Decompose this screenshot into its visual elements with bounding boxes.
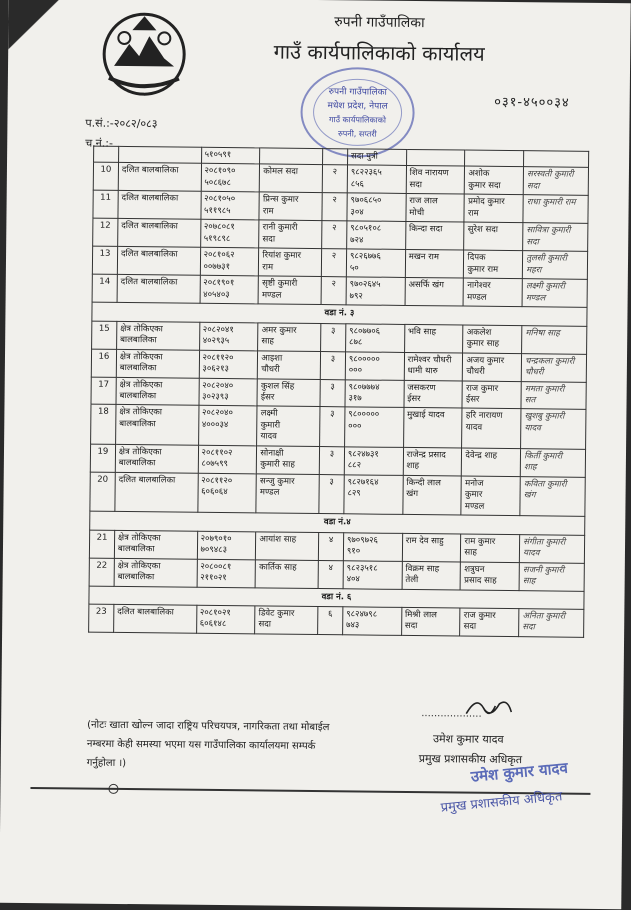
cell-grandmother: अनिता कुमारी सदा <box>519 609 584 638</box>
cell-ward: २ <box>322 165 347 193</box>
cell-father: शिव नारायण सदा <box>406 166 465 195</box>
cell-id: २०७८०८१ ५१९८९८ <box>200 220 259 249</box>
cell-father: राम देव साहु <box>402 533 461 562</box>
cell-grandfather: राज कुमार सदा <box>460 608 519 637</box>
cell-grandmother: सावित्रा कुमारी सदा <box>523 223 588 252</box>
phone-number: ०३१-४५००३४ <box>494 94 570 111</box>
stamp-line-3: गाउँ कार्यपालिकाको <box>328 115 386 125</box>
cell-phone: ९८०७७७४ ३१७ <box>345 379 404 408</box>
cell-serial: 21 <box>89 530 114 558</box>
cell-id: २०८२०४० ४०००३४ <box>198 406 257 446</box>
cell-grandfather: मनोज कुमार मण्डल <box>461 476 520 516</box>
cell-serial: 11 <box>93 191 118 219</box>
cell-category: क्षेत्र तोकिएका बालबालिका <box>115 444 198 473</box>
signature-dots: ................... <box>421 708 482 720</box>
cell-name: सृष्टी कुमारी मण्डल <box>258 276 321 305</box>
cell-id: २०८११०२ ८०७५९९ <box>198 445 257 474</box>
cell-id: २०८१०५० ५११९८५ <box>200 192 259 221</box>
office-name: गाउँ कार्यपालिकाको कार्यालय <box>273 39 485 66</box>
cell-serial: 17 <box>91 377 116 405</box>
cell-ward: ४ <box>318 560 343 588</box>
cell-category: दलित बालबालिका <box>115 472 198 512</box>
signatory-title: प्रमुख प्रशासकीय अधिकृत <box>418 752 523 767</box>
cell-phone: ९८२४७९८ ७४३ <box>343 607 402 636</box>
cell-name: आइशा चौधरी <box>258 350 321 379</box>
cell-grandfather: अजय कुमार चौधरी <box>463 353 522 382</box>
cell-phone: ९८२२३६५ ८५६ <box>347 165 406 194</box>
cell-name: कार्तिक साह <box>255 559 318 588</box>
cell-serial: 15 <box>92 321 117 349</box>
cell-grandmother: मनिषा साह <box>522 325 587 354</box>
cell-serial: 13 <box>92 246 117 274</box>
table-row <box>90 472 585 517</box>
cell-grandfather: देवेन्द्र शाह <box>462 448 521 477</box>
cell-ward: २ <box>321 277 346 305</box>
municipality-name: रुपनी गाउँपालिका <box>334 14 425 32</box>
cell-name: रानी कुमारी सदा <box>259 220 322 249</box>
cell-category: क्षेत्र तोकिएका बालबालिका <box>114 530 197 559</box>
cell-grandfather: दिपक कुमार राम <box>464 250 523 279</box>
handwritten-signature <box>461 694 521 723</box>
cell-father: मिश्री लाल सदा <box>401 607 460 636</box>
cell-phone: ९७०९७२६ ९१० <box>343 532 402 561</box>
cell-father: विक्रम साह तेली <box>402 561 461 590</box>
table-row <box>91 405 586 450</box>
cell-name: अमर कुमार साह <box>258 323 321 352</box>
cell-serial: 16 <box>91 349 116 377</box>
cell-father: किन्दा सदा <box>405 222 464 251</box>
cell-grandmother: खुशबु कुमारी यादव <box>521 409 586 449</box>
cell-category: क्षेत्र तोकिएका बालबालिका <box>116 377 199 406</box>
cell-category: दलित बालबालिका <box>118 191 201 220</box>
cell-phone: ९७०६८५० ३०४ <box>347 193 406 222</box>
cell-grandmother: लक्ष्मी कुमारी मण्डल <box>522 279 587 308</box>
cell-phone: ९८२३५१८ ४०४ <box>343 560 402 589</box>
cell-ward: २ <box>322 193 347 221</box>
table-row <box>89 604 584 637</box>
ward-label: वडा नं.४ <box>90 511 585 535</box>
cell-grandmother: कविता कुमारी खंग <box>520 476 585 516</box>
cell-father: रामेश्वर चौधरी धामी थारु <box>404 352 463 381</box>
cell-serial: 12 <box>93 219 118 247</box>
cell-serial: 19 <box>90 444 115 472</box>
cell-grandfather: हरि नारायण यादव <box>462 408 521 448</box>
cell-name: आयांश साह <box>256 532 319 561</box>
cell-serial: 14 <box>92 274 117 302</box>
cell-category: दलित बालबालिका <box>118 163 201 192</box>
cell-father: मखन राम <box>405 250 464 279</box>
cell-name: सन्जु कुमार मण्डल <box>256 474 319 514</box>
cell-id: २०८००८१ २११०२१ <box>197 559 256 588</box>
cell-ward: ३ <box>320 407 345 447</box>
cell-serial: 10 <box>93 163 118 191</box>
cell-id: २०७९०१० ७०९४८३ <box>197 531 256 560</box>
cell-name: प्रिन्स कुमार राम <box>259 192 322 221</box>
cell-category: क्षेत्र तोकिएका बालबालिका <box>116 405 199 445</box>
cell-grandfather: अशोक कुमार सदा <box>465 167 524 196</box>
cell-ward: २ <box>321 249 346 277</box>
cell-grandmother: राधा कुमारी राम <box>523 195 588 224</box>
cell-grandfather: प्रमोद कुमार राम <box>464 194 523 223</box>
cell-grandfather: राम कुमार साह <box>461 534 520 563</box>
cell-phone: ९८०५१०८ ७२४ <box>347 221 406 250</box>
scan-shadow <box>8 0 69 67</box>
cell-name: सोनाक्षी कुमारी साह <box>257 446 320 475</box>
cell-phone: ९८२६७७६ ५० <box>346 249 405 278</box>
cell-name: कुशल सिंह ईसर <box>257 378 320 407</box>
dispatch-number: च.नं.:- <box>85 136 114 150</box>
cell-ward: ३ <box>320 351 345 379</box>
cell-id: २०८२०४० ३०२३९३ <box>199 378 258 407</box>
cell-phone: ९८२४७३१ ८८२ <box>344 447 403 476</box>
cell-serial: 20 <box>90 472 115 512</box>
cell-phone: ९८०७७०६ ८७८ <box>345 323 404 352</box>
ink-blot <box>108 784 118 794</box>
cell-father: राज लाल मोची <box>406 194 465 223</box>
cell-category: क्षेत्र तोकिएका बालबालिका <box>114 558 197 587</box>
cell-id: २०८१०२१ ६०६१४८ <box>196 605 255 634</box>
cell-id: २०८१९०१ ४०५४०३ <box>200 276 259 305</box>
cell-father: मुखाई यादव <box>403 408 462 448</box>
cell-ward: ४ <box>318 532 343 560</box>
cell-grandmother: किर्ती कुमारी शाह <box>520 448 585 477</box>
cell-grandfather: सुरेश सदा <box>464 222 523 251</box>
cell-grandmother: ममता कुमारी सत <box>521 381 586 410</box>
cell-grandmother: चन्द्रकला कुमारी चौधरी <box>521 353 586 382</box>
cell-grandfather: शत्रुघन प्रसाद साह <box>461 562 520 591</box>
cell-father: किन्दी लाल खंग <box>403 475 462 515</box>
footer-note: (नोटः खाता खोल्न जादा राष्ट्रिय परिचयपत्र, नागरिकता तथा मोबाईल नम्बरमा केही समस्या भएमा यस गाउँपालिका कार्यालयमा सम्पर्क गर्नुहोला ।) <box>86 719 330 770</box>
cell-father: राजेन्द्र प्रसाद शाह <box>403 447 462 476</box>
cell-grandfather: अकलेश कुमार साह <box>463 325 522 354</box>
cell-father: भवि साह <box>404 324 463 353</box>
cell-serial: 22 <box>89 558 114 586</box>
ward-label: वडा नं. ३ <box>92 302 587 326</box>
cell-id: ५१०५९१ <box>201 147 260 164</box>
cell-ward: २ <box>322 221 347 249</box>
cell-father: जसकरण ईसर <box>404 380 463 409</box>
cell-serial: 23 <box>89 604 114 632</box>
cell-ward: ३ <box>319 446 344 474</box>
cell-name: डिवेट कुमार सदा <box>255 606 318 635</box>
cell-ward: ३ <box>321 323 346 351</box>
cell-grandmother: तुलसी कुमारी महरा <box>523 251 588 280</box>
cell-name: लक्ष्मी कुमारी यादव <box>257 406 320 446</box>
cell-name: कोमल सदा <box>260 164 323 193</box>
beneficiary-table <box>88 146 589 638</box>
cell-grandmother: सजनी कुमारी साह <box>519 562 584 591</box>
name-stamp: उमेश कुमार यादव <box>470 758 569 786</box>
cell-category: दलित बालबालिका <box>117 275 200 304</box>
cell-grandfather: नागेश्वर मण्डल <box>464 278 523 307</box>
cell-name: रियांश कुमार राम <box>259 248 322 277</box>
title-stamp: प्रमुख प्रशासकीय अधिकृत <box>440 789 563 816</box>
reference-number: प.सं.:-२०८२/०८३ <box>85 116 158 131</box>
cell-grandmother: सरस्वती कुमारी सदा <box>523 167 588 196</box>
cell-phone: ९७०२६४५ ७९२ <box>346 277 405 306</box>
cell-ward: ६ <box>318 607 343 635</box>
cell-id: २०८१०६२ ००७७३१ <box>200 248 259 277</box>
cell-category: दलित बालबालिका <box>118 219 201 248</box>
cell-phone: ९८००००० ००० <box>344 407 403 447</box>
cell-id: २०८११२० ३०६२१३ <box>199 350 258 379</box>
cell-category: दलित बालबालिका <box>117 247 200 276</box>
stamp-line-4: रुपनी, सप्तरी <box>337 129 377 139</box>
cell-category: क्षेत्र तोकिएका बालबालिका <box>117 321 200 350</box>
ward-label: वडा नं. ६ <box>89 586 584 610</box>
cell-extra: सदा पुत्री <box>347 149 406 166</box>
cell-id: २०८१०९० ५०८६७८ <box>201 164 260 193</box>
cell-phone: ९८००००० ००० <box>345 351 404 380</box>
signature-block <box>421 701 571 733</box>
cell-grandmother: संगीता कुमारी यादव <box>520 534 585 563</box>
cell-ward: ३ <box>319 474 344 514</box>
cell-id: २०८११२० ६०६०६४ <box>197 473 256 513</box>
cell-id: २०८२०४१ ४०२९३५ <box>199 322 258 351</box>
cell-father: असर्फि खंग <box>405 278 464 307</box>
cell-serial: 18 <box>91 405 116 445</box>
cell-grandfather: राज कुमार ईसर <box>462 381 521 410</box>
cell-category: दलित बालबालिका <box>114 604 197 633</box>
cell-phone: ९८२७१६४ ८२९ <box>344 475 403 515</box>
signatory-name: उमेश कुमार यादव <box>432 732 504 746</box>
cell-ward: ३ <box>320 379 345 407</box>
stamp-line-2: मधेश प्रदेश, नेपाल <box>327 101 388 112</box>
cell-category: क्षेत्र तोकिएका बालबालिका <box>116 349 199 378</box>
stamp-line-1: रुपनी गाउँपालिका <box>328 87 387 98</box>
